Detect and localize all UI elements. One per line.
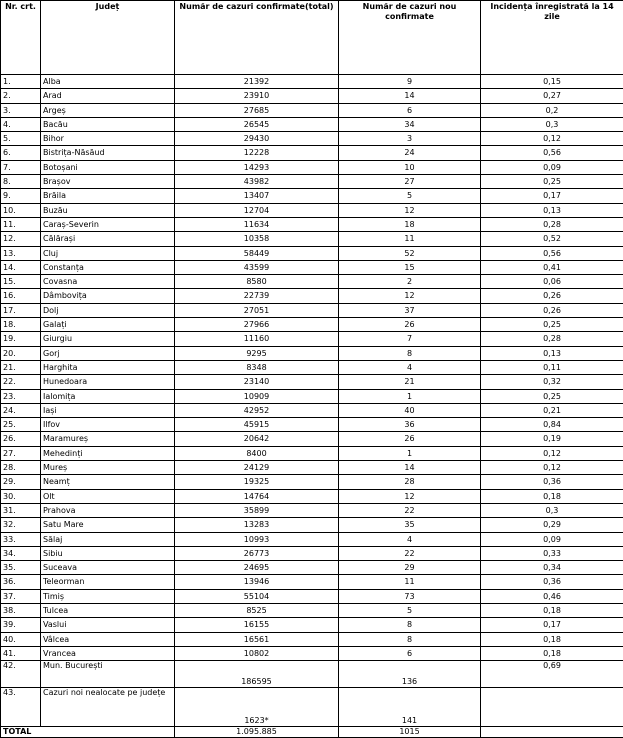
cell-incidenta: 0,2 <box>481 103 623 117</box>
cell-judet: Brașov <box>41 175 175 189</box>
cell-nou: 11 <box>339 575 481 589</box>
cell-nou: 5 <box>339 603 481 617</box>
cell-judet: Buzău <box>41 203 175 217</box>
cell-nr: 11. <box>1 217 41 231</box>
cell-incidenta: 0,26 <box>481 289 623 303</box>
cell-total: 27685 <box>175 103 339 117</box>
cell-incidenta: 0,13 <box>481 346 623 360</box>
header-nr: Nr. crt. <box>1 1 41 75</box>
cell-total: 27051 <box>175 303 339 317</box>
cell-judet: Călărași <box>41 232 175 246</box>
cell-nou: 21 <box>339 375 481 389</box>
cell-total: 8525 <box>175 603 339 617</box>
table-row <box>1 632 623 646</box>
cell-nou: 141 <box>339 688 481 727</box>
cell-nr: 40. <box>1 632 41 646</box>
cell-nr: 22. <box>1 375 41 389</box>
cell-nr: 15. <box>1 275 41 289</box>
cell-nou: 5 <box>339 189 481 203</box>
cell-judet: Vaslui <box>41 618 175 632</box>
header-row <box>1 1 623 75</box>
cell-total: 10993 <box>175 532 339 546</box>
cell-incidenta: 0,11 <box>481 360 623 374</box>
cell-incidenta: 0,36 <box>481 475 623 489</box>
table-row <box>1 489 623 503</box>
cell-incidenta: 0,17 <box>481 189 623 203</box>
cell-nr: 14. <box>1 260 41 274</box>
cell-incidenta: 0,13 <box>481 203 623 217</box>
cell-nou: 52 <box>339 246 481 260</box>
cell-nou: 15 <box>339 260 481 274</box>
cell-judet: Caraș-Severin <box>41 217 175 231</box>
table-row <box>1 260 623 274</box>
cell-nou: 24 <box>339 146 481 160</box>
cell-nou: 136 <box>339 661 481 688</box>
table-row <box>1 432 623 446</box>
cell-nr: 2. <box>1 89 41 103</box>
table-body <box>1 75 623 738</box>
cell-nou: 6 <box>339 103 481 117</box>
table-row <box>1 275 623 289</box>
cell-incidenta: 0,21 <box>481 403 623 417</box>
cell-incidenta: 0,56 <box>481 246 623 260</box>
table-row <box>1 332 623 346</box>
cell-nr: 1. <box>1 75 41 89</box>
cell-nr: 37. <box>1 589 41 603</box>
cell-nr: 36. <box>1 575 41 589</box>
cell-total: 12228 <box>175 146 339 160</box>
table-row <box>1 217 623 231</box>
cell-judet: Maramureș <box>41 432 175 446</box>
cell-incidenta: 0,26 <box>481 303 623 317</box>
cell-nr: 34. <box>1 546 41 560</box>
table-row <box>1 589 623 603</box>
cell-nou: 12 <box>339 289 481 303</box>
cell-nr: 26. <box>1 432 41 446</box>
cell-total: 16155 <box>175 618 339 632</box>
cell-total: 43982 <box>175 175 339 189</box>
cell-nr: 23. <box>1 389 41 403</box>
total-cazuri: 1.095.885 <box>175 727 339 738</box>
table-row <box>1 532 623 546</box>
cell-judet: Hunedoara <box>41 375 175 389</box>
cell-nou: 9 <box>339 75 481 89</box>
cell-nou: 8 <box>339 346 481 360</box>
cell-nou: 28 <box>339 475 481 489</box>
cell-nr: 35. <box>1 561 41 575</box>
table-row <box>1 103 623 117</box>
cell-nr: 29. <box>1 475 41 489</box>
cell-judet: Dâmbovița <box>41 289 175 303</box>
cell-incidenta: 0,69 <box>481 661 623 688</box>
cell-total: 21392 <box>175 75 339 89</box>
cell-judet: Neamț <box>41 475 175 489</box>
total-nou: 1015 <box>339 727 481 738</box>
cell-incidenta: 0,15 <box>481 75 623 89</box>
cell-total: 13283 <box>175 518 339 532</box>
cell-nr: 13. <box>1 246 41 260</box>
cell-judet: Dolj <box>41 303 175 317</box>
cell-incidenta <box>481 688 623 727</box>
cell-nou: 11 <box>339 232 481 246</box>
cell-judet: Botoșani <box>41 160 175 174</box>
cell-incidenta: 0,28 <box>481 217 623 231</box>
cell-judet: Arad <box>41 89 175 103</box>
cell-judet: Sălaj <box>41 532 175 546</box>
cell-incidenta: 0,12 <box>481 132 623 146</box>
cell-total: 43599 <box>175 260 339 274</box>
cell-judet: Prahova <box>41 503 175 517</box>
table-row <box>1 189 623 203</box>
table-row <box>1 475 623 489</box>
cell-nou: 34 <box>339 117 481 131</box>
cell-judet: Constanța <box>41 260 175 274</box>
header-judet: Județ <box>41 1 175 75</box>
cell-total: 186595 <box>175 661 339 688</box>
cell-total: 10802 <box>175 646 339 660</box>
cell-judet: Galați <box>41 318 175 332</box>
cell-nou: 73 <box>339 589 481 603</box>
cell-nr: 27. <box>1 446 41 460</box>
cell-nr: 30. <box>1 489 41 503</box>
cell-total: 13407 <box>175 189 339 203</box>
cell-total: 24129 <box>175 461 339 475</box>
cell-nr: 10. <box>1 203 41 217</box>
cell-nr: 39. <box>1 618 41 632</box>
cell-total: 8348 <box>175 360 339 374</box>
cell-judet: Mun. București <box>41 661 175 688</box>
cell-total: 22739 <box>175 289 339 303</box>
table-row <box>1 461 623 475</box>
cell-incidenta: 0,18 <box>481 603 623 617</box>
table-row <box>1 561 623 575</box>
cell-incidenta: 0,27 <box>481 89 623 103</box>
cell-total: 11634 <box>175 217 339 231</box>
cell-judet: Gorj <box>41 346 175 360</box>
cell-total: 45915 <box>175 418 339 432</box>
cell-judet: Suceava <box>41 561 175 575</box>
table-row <box>1 303 623 317</box>
cell-total: 1623* <box>175 688 339 727</box>
cell-nr: 20. <box>1 346 41 360</box>
cell-total: 55104 <box>175 589 339 603</box>
cell-incidenta: 0,3 <box>481 117 623 131</box>
cell-judet: Alba <box>41 75 175 89</box>
cell-judet: Brăila <box>41 189 175 203</box>
cell-nou: 3 <box>339 132 481 146</box>
table-row-bucuresti <box>1 661 623 688</box>
table-row <box>1 446 623 460</box>
cell-total: 8580 <box>175 275 339 289</box>
cell-nr: 25. <box>1 418 41 432</box>
cell-nou: 14 <box>339 461 481 475</box>
cell-total: 10909 <box>175 389 339 403</box>
table-row <box>1 89 623 103</box>
cell-nou: 26 <box>339 318 481 332</box>
cell-judet: Covasna <box>41 275 175 289</box>
cell-nou: 18 <box>339 217 481 231</box>
cell-nr: 3. <box>1 103 41 117</box>
table-row <box>1 503 623 517</box>
cell-incidenta: 0,19 <box>481 432 623 446</box>
cell-nr: 28. <box>1 461 41 475</box>
table-row-total <box>1 727 623 738</box>
cell-nr: 31. <box>1 503 41 517</box>
cell-nou: 10 <box>339 160 481 174</box>
table-row <box>1 618 623 632</box>
cell-incidenta: 0,06 <box>481 275 623 289</box>
cell-nou: 27 <box>339 175 481 189</box>
cell-judet: Teleorman <box>41 575 175 589</box>
cell-total: 9295 <box>175 346 339 360</box>
table-row <box>1 518 623 532</box>
table-row <box>1 389 623 403</box>
cell-incidenta: 0,29 <box>481 518 623 532</box>
cell-nr: 21. <box>1 360 41 374</box>
cell-nou: 6 <box>339 646 481 660</box>
cell-judet: Sibiu <box>41 546 175 560</box>
cell-total: 27966 <box>175 318 339 332</box>
cell-nou: 22 <box>339 546 481 560</box>
table-row <box>1 289 623 303</box>
cell-nou: 4 <box>339 360 481 374</box>
cell-incidenta: 0,18 <box>481 646 623 660</box>
table-row <box>1 646 623 660</box>
cell-incidenta: 0,52 <box>481 232 623 246</box>
cell-nou: 1 <box>339 446 481 460</box>
cell-nou: 12 <box>339 203 481 217</box>
cell-incidenta: 0,18 <box>481 489 623 503</box>
cell-total: 10358 <box>175 232 339 246</box>
cell-total: 23140 <box>175 375 339 389</box>
cell-total: 24695 <box>175 561 339 575</box>
cell-nr: 12. <box>1 232 41 246</box>
cell-judet: Timiș <box>41 589 175 603</box>
table-row <box>1 160 623 174</box>
cell-judet: Argeș <box>41 103 175 117</box>
cell-nr: 41. <box>1 646 41 660</box>
table-row <box>1 546 623 560</box>
cell-nou: 14 <box>339 89 481 103</box>
cell-nr: 17. <box>1 303 41 317</box>
cell-nou: 8 <box>339 632 481 646</box>
total-incidenta <box>481 727 623 738</box>
table-row <box>1 375 623 389</box>
cell-nr: 42. <box>1 661 41 688</box>
cell-total: 29430 <box>175 132 339 146</box>
cell-total: 26545 <box>175 117 339 131</box>
cell-nr: 32. <box>1 518 41 532</box>
cell-nr: 5. <box>1 132 41 146</box>
cell-total: 12704 <box>175 203 339 217</box>
cell-nou: 7 <box>339 332 481 346</box>
cell-judet: Giurgiu <box>41 332 175 346</box>
cell-total: 14764 <box>175 489 339 503</box>
cell-nr: 19. <box>1 332 41 346</box>
cell-total: 14293 <box>175 160 339 174</box>
cell-incidenta: 0,28 <box>481 332 623 346</box>
cell-nou: 22 <box>339 503 481 517</box>
table-row <box>1 246 623 260</box>
header-incidenta: Incidența înregistrată la 14 zile <box>481 1 623 75</box>
cell-nou: 40 <box>339 403 481 417</box>
cell-nou: 2 <box>339 275 481 289</box>
cell-incidenta: 0,32 <box>481 375 623 389</box>
cell-nr: 6. <box>1 146 41 160</box>
cell-judet: Ialomița <box>41 389 175 403</box>
cell-nou: 12 <box>339 489 481 503</box>
table-row <box>1 132 623 146</box>
cell-judet: Ilfov <box>41 418 175 432</box>
table-row-nealocate <box>1 688 623 727</box>
cell-total: 20642 <box>175 432 339 446</box>
cell-judet: Tulcea <box>41 603 175 617</box>
cell-incidenta: 0,41 <box>481 260 623 274</box>
cell-nr: 8. <box>1 175 41 189</box>
cell-judet: Satu Mare <box>41 518 175 532</box>
table-row <box>1 575 623 589</box>
cell-nou: 8 <box>339 618 481 632</box>
cell-judet: Harghita <box>41 360 175 374</box>
table-row <box>1 117 623 131</box>
cell-judet: Mureș <box>41 461 175 475</box>
cell-judet: Bacău <box>41 117 175 131</box>
table-row <box>1 232 623 246</box>
cell-nou: 1 <box>339 389 481 403</box>
cell-total: 35899 <box>175 503 339 517</box>
table-row <box>1 75 623 89</box>
cell-judet: Bihor <box>41 132 175 146</box>
cell-total: 23910 <box>175 89 339 103</box>
cell-incidenta: 0,25 <box>481 389 623 403</box>
cell-incidenta: 0,46 <box>481 589 623 603</box>
cell-incidenta: 0,18 <box>481 632 623 646</box>
cell-total: 8400 <box>175 446 339 460</box>
total-label: TOTAL <box>1 727 175 738</box>
table-row <box>1 360 623 374</box>
cell-total: 26773 <box>175 546 339 560</box>
cell-incidenta: 0,36 <box>481 575 623 589</box>
header-total: Număr de cazuri confirmate(total) <box>175 1 339 75</box>
cell-nr: 33. <box>1 532 41 546</box>
cell-total: 58449 <box>175 246 339 260</box>
cell-incidenta: 0,25 <box>481 318 623 332</box>
table-row <box>1 346 623 360</box>
cell-nou: 4 <box>339 532 481 546</box>
cell-incidenta: 0,12 <box>481 461 623 475</box>
cell-incidenta: 0,84 <box>481 418 623 432</box>
header-nou: Număr de cazuri nou confirmate <box>339 1 481 75</box>
cell-nr: 43. <box>1 688 41 727</box>
cell-nou: 29 <box>339 561 481 575</box>
cell-judet: Vâlcea <box>41 632 175 646</box>
cell-nou: 37 <box>339 303 481 317</box>
cell-total: 11160 <box>175 332 339 346</box>
cell-judet: Vrancea <box>41 646 175 660</box>
cell-nr: 18. <box>1 318 41 332</box>
cell-incidenta: 0,56 <box>481 146 623 160</box>
cell-nou: 35 <box>339 518 481 532</box>
cell-incidenta: 0,34 <box>481 561 623 575</box>
cell-incidenta: 0,3 <box>481 503 623 517</box>
table-row <box>1 146 623 160</box>
cell-nou: 26 <box>339 432 481 446</box>
cell-total: 19325 <box>175 475 339 489</box>
cell-incidenta: 0,09 <box>481 532 623 546</box>
table-row <box>1 203 623 217</box>
cell-judet: Olt <box>41 489 175 503</box>
cell-judet: Bistrița-Năsăud <box>41 146 175 160</box>
cell-nr: 9. <box>1 189 41 203</box>
cell-incidenta: 0,17 <box>481 618 623 632</box>
cell-nr: 7. <box>1 160 41 174</box>
table-row <box>1 403 623 417</box>
table-row <box>1 603 623 617</box>
table-row <box>1 175 623 189</box>
cell-nr: 38. <box>1 603 41 617</box>
cell-judet: Cazuri noi nealocate pe județe <box>41 688 175 727</box>
cell-judet: Mehedinți <box>41 446 175 460</box>
cell-total: 13946 <box>175 575 339 589</box>
cell-total: 16561 <box>175 632 339 646</box>
cell-nr: 16. <box>1 289 41 303</box>
cell-nou: 36 <box>339 418 481 432</box>
cell-incidenta: 0,33 <box>481 546 623 560</box>
cell-incidenta: 0,09 <box>481 160 623 174</box>
cell-judet: Cluj <box>41 246 175 260</box>
table-row <box>1 418 623 432</box>
cell-nr: 24. <box>1 403 41 417</box>
cell-total: 42952 <box>175 403 339 417</box>
cell-incidenta: 0,25 <box>481 175 623 189</box>
cell-judet: Iași <box>41 403 175 417</box>
cell-incidenta: 0,12 <box>481 446 623 460</box>
cell-nr: 4. <box>1 117 41 131</box>
table-row <box>1 318 623 332</box>
